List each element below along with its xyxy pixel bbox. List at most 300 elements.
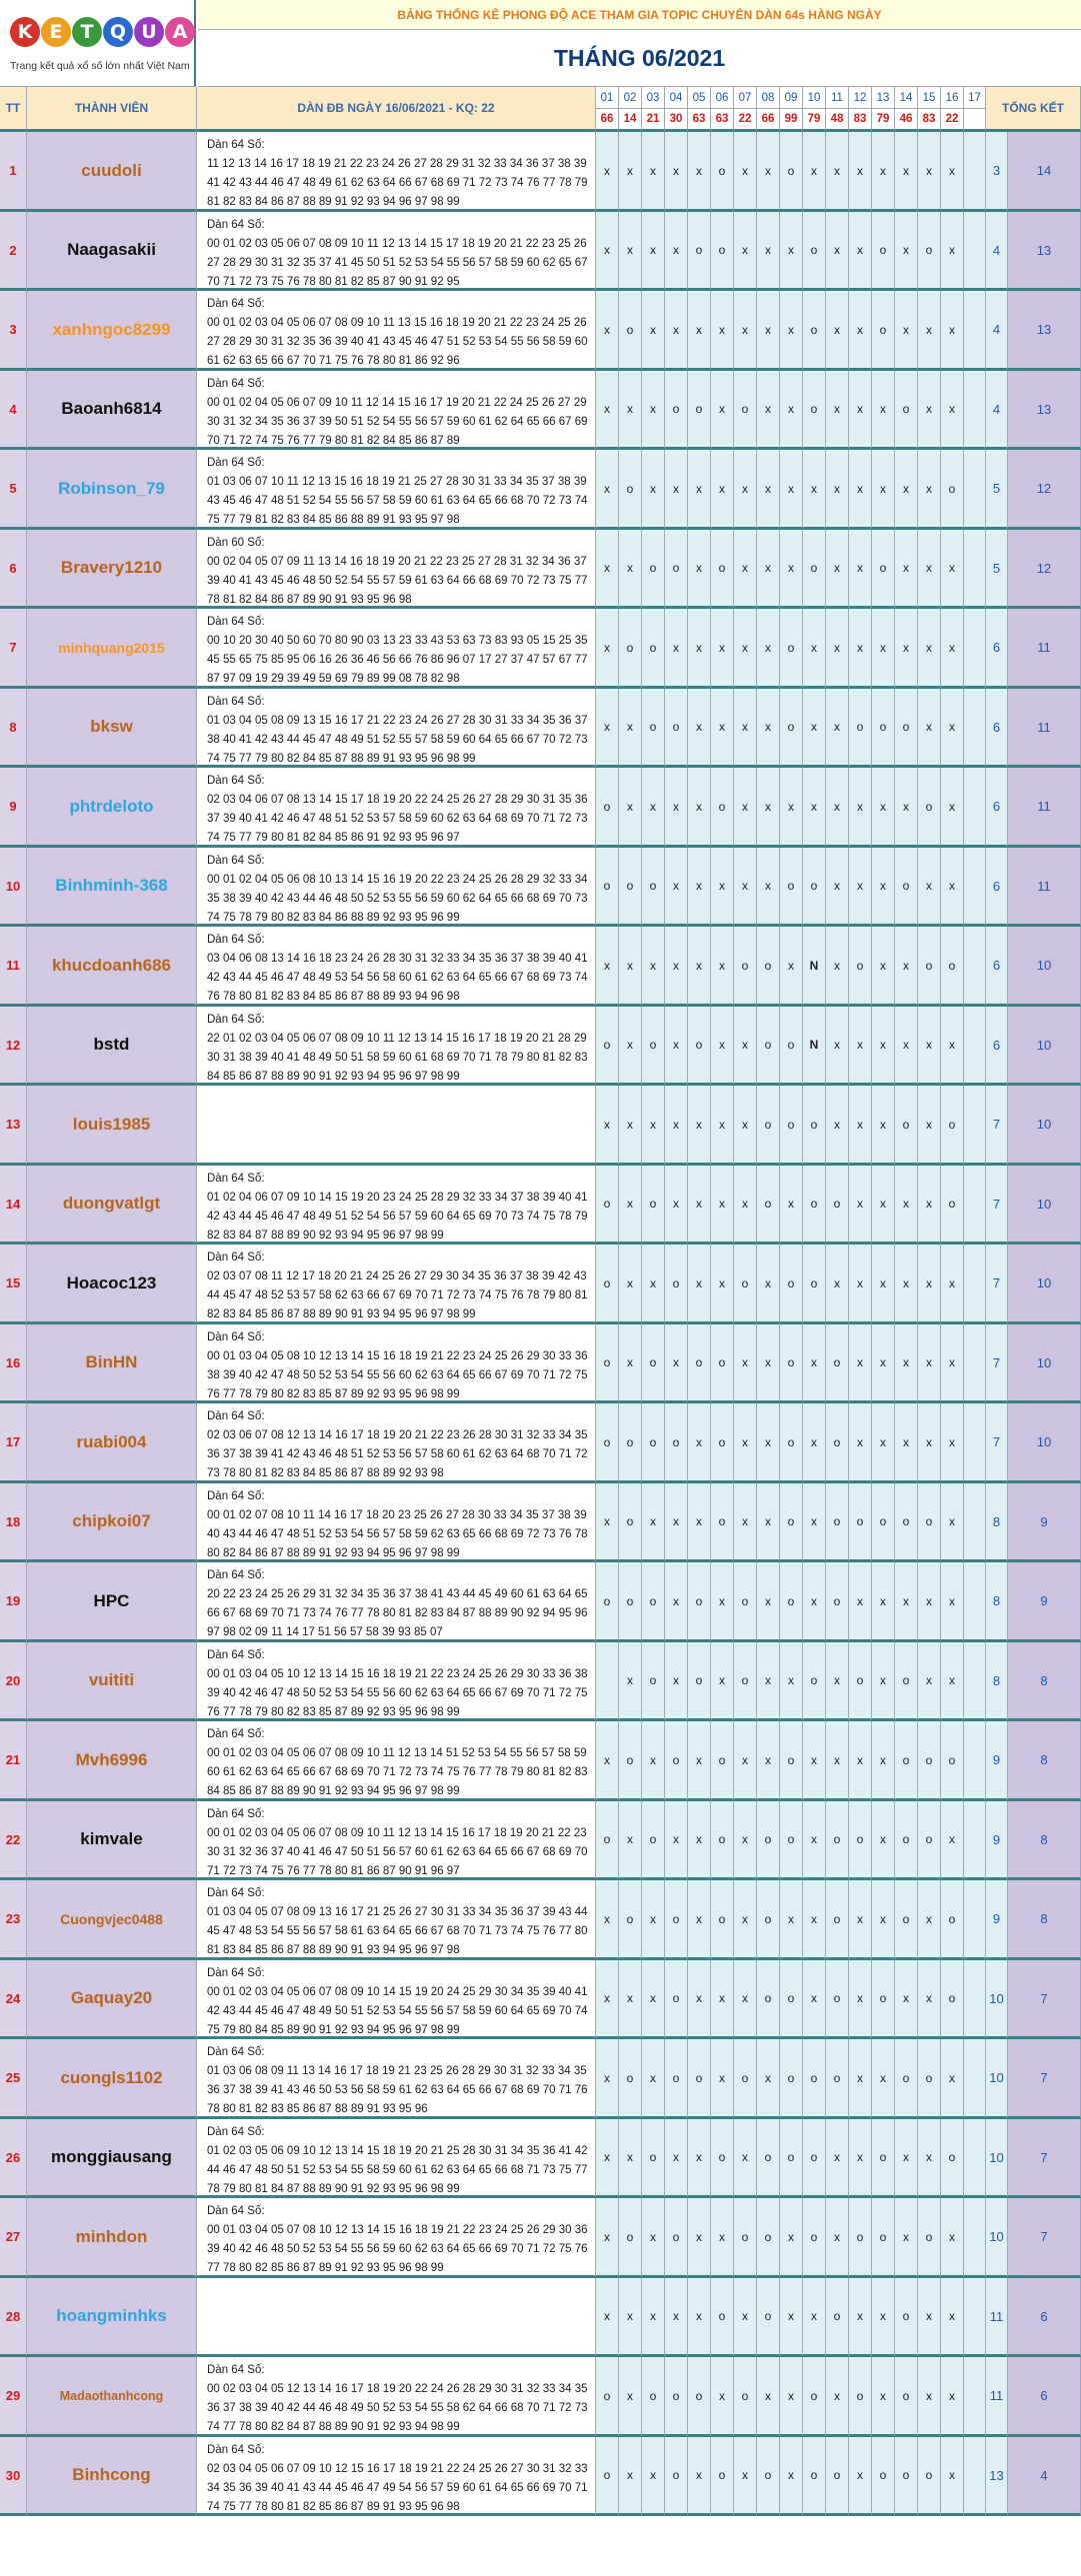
day-mark: x	[665, 927, 688, 1007]
day-result: 46	[895, 109, 918, 132]
day-mark: x	[826, 689, 849, 768]
day-header: 10	[803, 87, 826, 109]
day-mark: x	[642, 768, 665, 848]
day-mark: o	[665, 371, 688, 450]
total-value: 10	[1008, 927, 1081, 1007]
day-mark: o	[757, 2198, 780, 2278]
day-mark: x	[734, 212, 757, 291]
day-mark: x	[619, 1166, 642, 1245]
member-name[interactable]: minhquang2015	[27, 609, 197, 689]
dan-title: Dàn 64 Số:	[207, 1173, 265, 1185]
day-mark: o	[642, 1007, 665, 1086]
day-mark: o	[642, 1562, 665, 1642]
member-name[interactable]: monggiausang	[27, 2119, 197, 2198]
day-result: 79	[872, 109, 895, 132]
day-mark: x	[688, 530, 711, 609]
day-mark: x	[757, 212, 780, 291]
day-mark: x	[665, 1642, 688, 1721]
row-number: 13	[0, 1086, 27, 1166]
day-mark: o	[757, 1960, 780, 2039]
day-mark: x	[734, 768, 757, 848]
rank-value: 8	[986, 1642, 1008, 1721]
day-mark: o	[803, 291, 826, 371]
day-result: 14	[619, 109, 642, 132]
day-mark: o	[918, 768, 941, 848]
row-number: 1	[0, 132, 27, 212]
rank-value: 13	[986, 2437, 1008, 2516]
dan-numbers	[197, 2357, 596, 2437]
day-mark: o	[803, 2357, 826, 2437]
dan-numbers	[197, 848, 596, 927]
day-mark: x	[872, 927, 895, 1007]
day-mark: o	[872, 1960, 895, 2039]
dan-numbers	[197, 371, 596, 450]
total-value: 10	[1008, 1086, 1081, 1166]
dan-numbers	[197, 2039, 596, 2119]
member-name[interactable]: ruabi004	[27, 1403, 197, 1483]
day-mark: o	[734, 2039, 757, 2119]
day-mark: o	[849, 1483, 872, 1562]
member-name[interactable]: phtrdeloto	[27, 768, 197, 848]
member-name[interactable]: Binhminh-368	[27, 848, 197, 927]
total-value: 8	[1008, 1880, 1081, 1960]
row-number: 30	[0, 2437, 27, 2516]
day-mark: o	[688, 2357, 711, 2437]
day-mark: o	[665, 2039, 688, 2119]
day-mark: o	[803, 212, 826, 291]
day-mark: x	[688, 1880, 711, 1960]
day-mark: x	[596, 1483, 619, 1562]
day-mark	[964, 1403, 986, 1483]
row-number: 12	[0, 1007, 27, 1086]
member-name[interactable]: Binhcong	[27, 2437, 197, 2516]
row-number: 5	[0, 450, 27, 530]
dan-numbers	[197, 927, 596, 1007]
total-value: 10	[1008, 1403, 1081, 1483]
dan-title: Dàn 64 Số:	[207, 2364, 265, 2376]
dan-list: 02 03 04 06 07 08 13 14 15 17 18 19 20 22 24 25 26 27 28 29 30 31 35 36 37 39 40 41 42 46 47 48 51 52 53 57 58 59 60 62 63 64 68 69 70 71 72 73 74 75 77 79 80 81 82 84 85 86 91 92 93 95 96 97	[207, 794, 588, 844]
dan-title: Dàn 64 Số:	[207, 2444, 265, 2456]
day-mark: x	[941, 1245, 964, 1324]
ketqua-logo[interactable]	[0, 0, 196, 87]
day-mark: x	[780, 1166, 803, 1245]
row-number: 14	[0, 1166, 27, 1245]
day-mark: x	[757, 450, 780, 530]
day-mark: x	[849, 132, 872, 212]
day-mark: o	[757, 1801, 780, 1880]
day-mark	[964, 2357, 986, 2437]
day-mark: o	[711, 1801, 734, 1880]
member-name[interactable]: Hoacoc123	[27, 1245, 197, 1324]
day-mark: x	[688, 609, 711, 689]
banner-title: BẢNG THỐNG KÊ PHONG ĐỘ ACE THAM GIA TOPIC CHUYÊN DÀN 64s HÀNG NGÀY	[198, 0, 1081, 30]
row-number: 19	[0, 1562, 27, 1642]
rank-value: 4	[986, 291, 1008, 371]
day-mark: o	[826, 1403, 849, 1483]
dan-title: Dàn 64 Số:	[207, 457, 265, 469]
day-mark: x	[711, 689, 734, 768]
day-mark: x	[734, 1007, 757, 1086]
member-name[interactable]: chipkoi07	[27, 1483, 197, 1562]
day-mark: o	[711, 1721, 734, 1801]
row-number: 15	[0, 1245, 27, 1324]
dan-list: 00 01 02 04 05 06 08 10 13 14 15 16 19 20 22 23 24 25 26 28 29 32 33 34 35 38 39 40 42 43 44 46 48 50 52 53 55 56 59 60 62 64 65 66 68 69 70 73 74 75 78 79 80 82 83 84 86 88 89 92 93 95 96 99	[207, 874, 588, 924]
row-number: 10	[0, 848, 27, 927]
day-mark: o	[596, 1166, 619, 1245]
day-mark: o	[596, 1245, 619, 1324]
day-mark: x	[803, 2278, 826, 2357]
day-mark: x	[619, 2278, 642, 2357]
day-mark: x	[849, 1007, 872, 1086]
day-header: 04	[665, 87, 688, 109]
day-mark: x	[780, 768, 803, 848]
dan-title: Dàn 64 Số:	[207, 2046, 265, 2058]
rank-value: 6	[986, 768, 1008, 848]
day-mark	[964, 1642, 986, 1721]
member-name[interactable]: cuudoli	[27, 132, 197, 212]
day-mark: o	[780, 1007, 803, 1086]
dan-numbers	[197, 1562, 596, 1642]
day-mark: x	[734, 2119, 757, 2198]
day-mark: x	[596, 689, 619, 768]
rank-value: 9	[986, 1880, 1008, 1960]
day-mark: x	[803, 689, 826, 768]
total-value: 7	[1008, 2119, 1081, 2198]
day-mark: x	[895, 212, 918, 291]
row-number: 6	[0, 530, 27, 609]
day-mark: x	[849, 1721, 872, 1801]
day-mark: x	[826, 1007, 849, 1086]
day-mark: o	[918, 212, 941, 291]
day-mark: x	[596, 291, 619, 371]
day-mark: o	[872, 291, 895, 371]
day-header: 08	[757, 87, 780, 109]
dan-title: Dàn 64 Số:	[207, 616, 265, 628]
dan-list: 01 03 04 05 07 08 09 13 16 17 21 25 26 27 30 31 33 34 35 36 37 39 43 44 45 47 48 53 54 55 56 57 58 61 63 64 65 66 67 68 70 71 73 74 75 76 77 80 81 83 84 85 86 87 88 89 90 91 93 94 95 96 97 98	[207, 1906, 588, 1956]
day-mark: o	[734, 1245, 757, 1324]
day-mark: o	[642, 689, 665, 768]
day-mark: o	[803, 530, 826, 609]
day-header: 11	[826, 87, 849, 109]
day-mark: x	[780, 371, 803, 450]
day-mark: x	[849, 291, 872, 371]
dan-title: Dàn 60 Số:	[207, 537, 265, 549]
day-mark: o	[826, 1166, 849, 1245]
member-name[interactable]: Madaothanhcong	[27, 2357, 197, 2437]
rank-value: 11	[986, 2278, 1008, 2357]
member-name[interactable]: vuititi	[27, 1642, 197, 1721]
member-name[interactable]: khucdoanh686	[27, 927, 197, 1007]
day-mark: o	[849, 689, 872, 768]
day-mark: x	[803, 768, 826, 848]
day-mark: x	[596, 132, 619, 212]
day-mark: x	[688, 132, 711, 212]
day-mark: o	[826, 2039, 849, 2119]
day-mark	[964, 1324, 986, 1403]
rank-value: 6	[986, 609, 1008, 689]
day-mark: x	[780, 1642, 803, 1721]
day-mark: x	[688, 450, 711, 530]
day-mark: x	[734, 609, 757, 689]
day-mark: x	[596, 1960, 619, 2039]
member-name[interactable]: Naagasakii	[27, 212, 197, 291]
logo-letter: E	[41, 17, 71, 47]
rank-value: 9	[986, 1801, 1008, 1880]
day-mark	[964, 1007, 986, 1086]
day-mark: o	[780, 1960, 803, 2039]
day-mark: x	[826, 371, 849, 450]
day-mark: x	[849, 2039, 872, 2119]
day-mark: x	[757, 1245, 780, 1324]
day-mark: o	[872, 689, 895, 768]
row-number: 7	[0, 609, 27, 689]
row-number: 22	[0, 1801, 27, 1880]
day-mark	[964, 689, 986, 768]
day-mark: x	[826, 2357, 849, 2437]
day-mark: x	[711, 2357, 734, 2437]
dan-numbers	[197, 2119, 596, 2198]
day-mark: x	[757, 689, 780, 768]
member-name[interactable]: Baoanh6814	[27, 371, 197, 450]
day-mark: o	[895, 371, 918, 450]
member-name[interactable]: Robinson_79	[27, 450, 197, 530]
day-mark: x	[872, 609, 895, 689]
day-mark: o	[596, 768, 619, 848]
day-mark: x	[596, 530, 619, 609]
day-mark: x	[780, 1880, 803, 1960]
member-name[interactable]: xanhngoc8299	[27, 291, 197, 371]
member-name[interactable]: bstd	[27, 1007, 197, 1086]
day-mark: o	[757, 927, 780, 1007]
day-mark: x	[918, 1086, 941, 1166]
day-mark: o	[803, 2039, 826, 2119]
member-name[interactable]: duongvatlgt	[27, 1166, 197, 1245]
day-mark: x	[665, 848, 688, 927]
dan-list: 00 01 02 03 04 05 06 07 08 09 10 11 12 13 14 15 16 17 18 19 20 21 22 23 30 31 32 36 37 40 41 46 47 50 51 56 57 60 61 62 63 64 65 66 67 68 69 70 71 72 73 74 75 76 77 78 80 81 86 87 90 91 96 97	[207, 1827, 588, 1877]
day-mark: o	[941, 450, 964, 530]
dan-numbers	[197, 1642, 596, 1721]
day-header: 14	[895, 87, 918, 109]
day-mark: x	[665, 1562, 688, 1642]
day-mark: x	[619, 2119, 642, 2198]
day-result: 83	[849, 109, 872, 132]
day-mark: o	[596, 1403, 619, 1483]
day-mark: x	[780, 212, 803, 291]
day-mark: o	[642, 1166, 665, 1245]
rank-value: 10	[986, 2119, 1008, 2198]
member-name[interactable]: cuongls1102	[27, 2039, 197, 2119]
day-mark: x	[872, 1801, 895, 1880]
day-mark: x	[941, 1403, 964, 1483]
day-mark: x	[849, 1562, 872, 1642]
day-mark: x	[849, 609, 872, 689]
day-mark: o	[780, 2119, 803, 2198]
day-result: 79	[803, 109, 826, 132]
day-mark: x	[941, 1324, 964, 1403]
day-mark: x	[895, 132, 918, 212]
member-name[interactable]: louis1985	[27, 1086, 197, 1166]
day-mark: x	[941, 371, 964, 450]
day-mark: x	[872, 132, 895, 212]
dan-list: 00 01 03 04 05 07 08 10 12 13 14 15 16 18 19 21 22 23 24 25 26 29 30 36 39 40 42 46 48 50 52 53 54 55 56 59 60 62 63 64 65 66 69 70 71 72 75 76 77 78 80 82 85 86 87 89 91 92 93 95 96 98 99	[207, 2224, 588, 2274]
day-mark: x	[619, 1245, 642, 1324]
day-mark: x	[642, 2198, 665, 2278]
dan-title: Dàn 64 Số:	[207, 855, 265, 867]
day-header: 05	[688, 87, 711, 109]
day-mark: x	[711, 1960, 734, 2039]
day-mark: o	[619, 609, 642, 689]
day-mark	[964, 132, 986, 212]
day-mark: x	[757, 1483, 780, 1562]
day-mark: x	[642, 291, 665, 371]
day-mark: x	[596, 371, 619, 450]
day-mark	[964, 530, 986, 609]
day-result: 21	[642, 109, 665, 132]
day-mark: o	[849, 2198, 872, 2278]
dan-list: 00 10 20 30 40 50 60 70 80 90 03 13 23 33 43 53 63 73 83 93 05 15 25 35 45 55 65 75 85 95 06 16 26 36 46 56 66 76 86 96 07 17 27 37 47 57 67 77 87 97 09 19 29 39 49 59 69 79 89 99 08 78 82 98	[207, 635, 588, 685]
dan-list: 00 01 02 03 04 05 06 07 08 09 10 11 12 13 14 51 52 53 54 55 56 57 58 59 60 61 62 63 64 65 66 67 68 69 70 71 72 73 74 75 76 77 78 79 80 81 82 83 84 85 86 87 88 89 90 91 92 93 94 95 96 97 98 99	[207, 1747, 588, 1797]
day-mark: o	[826, 1960, 849, 2039]
day-mark: x	[711, 1562, 734, 1642]
member-name[interactable]: Mvh6996	[27, 1721, 197, 1801]
day-mark: x	[688, 1801, 711, 1880]
day-mark: o	[803, 848, 826, 927]
day-mark	[964, 1245, 986, 1324]
total-value: 7	[1008, 2198, 1081, 2278]
day-mark: x	[665, 1324, 688, 1403]
day-mark: x	[688, 291, 711, 371]
row-number: 9	[0, 768, 27, 848]
member-name[interactable]: HPC	[27, 1562, 197, 1642]
dan-numbers	[197, 1483, 596, 1562]
header-tt: TT	[0, 87, 27, 132]
day-mark: x	[803, 1403, 826, 1483]
member-name[interactable]: Cuongvjec0488	[27, 1880, 197, 1960]
day-mark: x	[803, 450, 826, 530]
day-mark: o	[596, 2357, 619, 2437]
day-mark: x	[826, 1721, 849, 1801]
dan-list: 00 01 02 03 04 05 06 07 08 09 10 14 15 19 20 24 25 29 30 34 35 39 40 41 42 43 44 45 46 47 48 49 50 51 52 53 54 55 56 57 58 59 60 64 65 69 70 74 75 79 80 84 85 89 90 91 92 93 94 95 96 97 98 99	[207, 1986, 588, 2036]
day-mark: x	[688, 1483, 711, 1562]
member-name[interactable]: BinHN	[27, 1324, 197, 1403]
day-header: 15	[918, 87, 941, 109]
day-mark: x	[826, 450, 849, 530]
dan-numbers	[197, 1086, 596, 1166]
member-name[interactable]: kimvale	[27, 1801, 197, 1880]
row-number: 29	[0, 2357, 27, 2437]
day-mark: x	[711, 450, 734, 530]
day-header: 16	[941, 87, 964, 109]
day-mark: x	[642, 1880, 665, 1960]
member-name[interactable]: Bravery1210	[27, 530, 197, 609]
day-mark: o	[918, 1801, 941, 1880]
day-mark: o	[872, 1483, 895, 1562]
day-mark: o	[757, 1166, 780, 1245]
rank-value: 9	[986, 1721, 1008, 1801]
dan-title: Dàn 64 Số:	[207, 1569, 265, 1581]
member-name[interactable]: hoangminhks	[27, 2278, 197, 2357]
day-header: 06	[711, 87, 734, 109]
dan-numbers	[197, 1324, 596, 1403]
rank-value: 6	[986, 927, 1008, 1007]
day-mark: x	[734, 1403, 757, 1483]
day-mark: o	[688, 371, 711, 450]
day-mark: x	[711, 2198, 734, 2278]
dan-list: 00 02 04 05 07 09 11 13 14 16 18 19 20 21 22 23 25 27 28 31 32 34 36 37 39 40 41 43 45 46 48 50 52 54 55 57 59 61 63 64 66 68 69 70 72 73 75 77 78 81 82 84 86 87 89 90 91 93 95 96 98	[207, 556, 588, 606]
row-number: 20	[0, 1642, 27, 1721]
day-mark: o	[941, 2119, 964, 2198]
day-mark: o	[757, 1007, 780, 1086]
dan-numbers	[197, 1801, 596, 1880]
rank-value: 7	[986, 1166, 1008, 1245]
day-mark: x	[642, 1721, 665, 1801]
day-mark: o	[849, 2357, 872, 2437]
day-mark: x	[734, 1324, 757, 1403]
day-mark: o	[780, 848, 803, 927]
row-number: 4	[0, 371, 27, 450]
day-mark: x	[596, 1086, 619, 1166]
day-mark	[964, 1880, 986, 1960]
day-mark: o	[734, 371, 757, 450]
day-mark: o	[711, 132, 734, 212]
day-mark: o	[711, 768, 734, 848]
row-number: 18	[0, 1483, 27, 1562]
day-mark: o	[826, 2437, 849, 2516]
member-name[interactable]: minhdon	[27, 2198, 197, 2278]
member-name[interactable]: bksw	[27, 689, 197, 768]
day-mark: o	[688, 1324, 711, 1403]
day-mark: x	[665, 1166, 688, 1245]
day-mark: o	[734, 1642, 757, 1721]
day-mark: o	[665, 2357, 688, 2437]
day-mark: x	[803, 1801, 826, 1880]
day-mark: x	[780, 2198, 803, 2278]
day-mark	[964, 2119, 986, 2198]
day-mark: x	[803, 1324, 826, 1403]
day-mark: x	[619, 1960, 642, 2039]
day-mark: x	[734, 1880, 757, 1960]
day-mark: x	[734, 1801, 757, 1880]
dan-title: Dàn 64 Số:	[207, 2205, 265, 2217]
rank-value: 8	[986, 1483, 1008, 1562]
dan-numbers	[197, 291, 596, 371]
day-mark	[596, 1642, 619, 1721]
day-mark	[964, 2039, 986, 2119]
day-result	[964, 109, 986, 132]
day-mark: x	[642, 450, 665, 530]
day-mark: o	[596, 1324, 619, 1403]
day-mark: x	[711, 1245, 734, 1324]
dan-numbers	[197, 609, 596, 689]
day-mark: o	[780, 609, 803, 689]
total-value: 6	[1008, 2278, 1081, 2357]
day-mark: o	[780, 1324, 803, 1403]
day-mark: x	[619, 371, 642, 450]
member-name[interactable]: Gaquay20	[27, 1960, 197, 2039]
day-mark: x	[619, 1642, 642, 1721]
logo-letter: Q	[103, 17, 133, 47]
day-mark: o	[711, 1880, 734, 1960]
day-mark: o	[918, 927, 941, 1007]
day-mark: x	[849, 2437, 872, 2516]
day-mark: x	[803, 1880, 826, 1960]
rank-value: 4	[986, 371, 1008, 450]
row-number: 27	[0, 2198, 27, 2278]
day-mark: x	[711, 609, 734, 689]
day-mark: x	[918, 1880, 941, 1960]
day-mark: o	[895, 2278, 918, 2357]
day-mark: x	[734, 2278, 757, 2357]
